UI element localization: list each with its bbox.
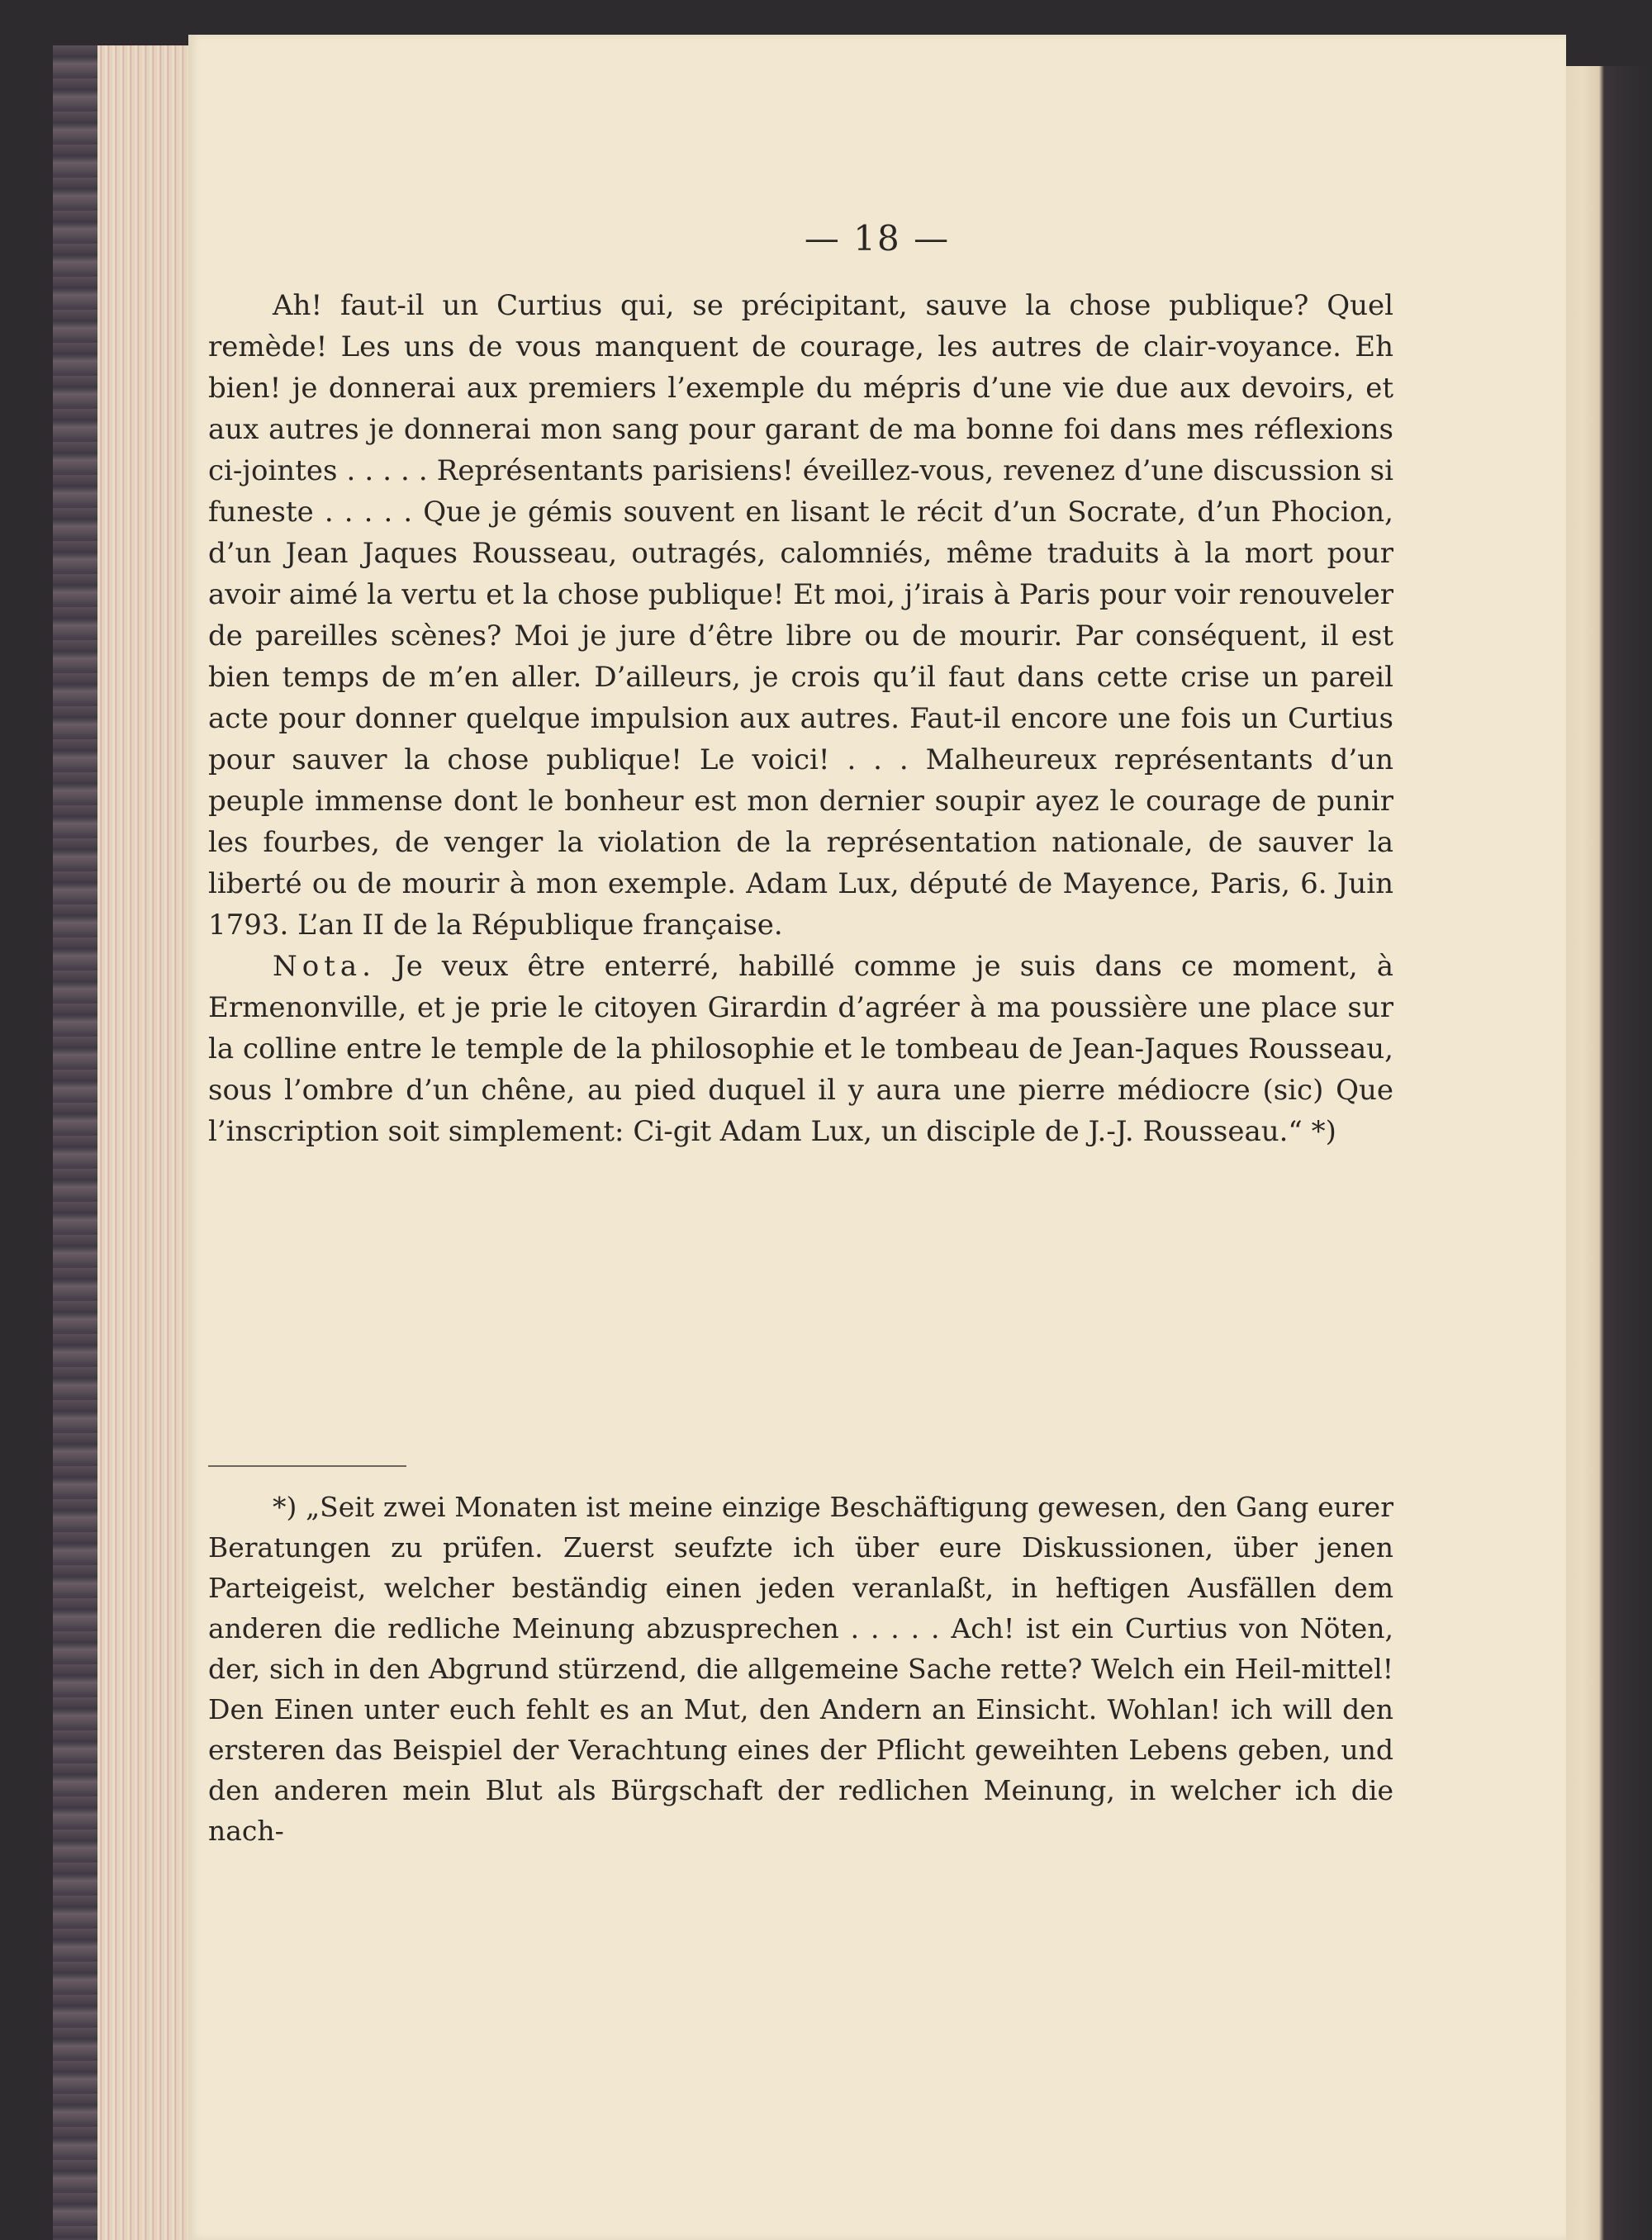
nota-text: Je veux être enterré, habillé comme je suis dans ce moment, à Ermenonville, et je prie le citoyen Girardin d’agréer à ma poussière une place sur la colline entre le temple de la philosophie et le tombeau de Jean-Jaques Rousseau, sous l’ombre d’un chêne, au pied duquel il y aura une pierre médiocre (sic) Que l’inscription soit simplement: Ci-git Adam Lux, un disciple de J.-J. Rousseau.“ *) [208, 950, 1393, 1148]
paragraph-letter: Ah! faut-il un Curtius qui, se précipitant, sauve la chose publique? Quel remède! Les uns de vous manquent de courage, les autres de clair-voyance. Eh bien! je donnerai aux premiers l’exemple du mépris d’une vie due aux devoirs, et aux autres je donnerai mon sang pour garant de ma bonne foi dans mes réflexions ci-jointes . . . . . Représentants parisiens! éveillez-vous, revenez d’une discussion si funeste . . . . . Que je gémis souvent en lisant le récit d’un Socrate, d’un Phocion, d’un Jean Jaques Rousseau, outragés, calomniés, même traduits à la mort pour avoir aimé la vertu et la chose publique! Et moi, j’irais à Paris pour voir renouveler de pareilles scènes? Moi je jure d’être libre ou de mourir. Par conséquent, il est bien temps de m’en aller. D’ailleurs, je crois qu’il faut dans cette crise un pareil acte pour donner quelque impulsion aux autres. Faut-il encore une fois un Curtius pour sauver la chose publique! Le voici! . . . Malheureux représentants d’un peuple immense dont le bonheur est mon dernier soupir ayez le courage de punir les fourbes, de venger la violation de la représentation nationale, de sauver la liberté ou de mourir à mon exemple. Adam Lux, député de Mayence, Paris, 6. Juin 1793. L’an II de la République française. [208, 289, 1393, 942]
page-number: — 18 — [804, 218, 951, 259]
footnote-divider [208, 1465, 406, 1467]
nota-label: Nota. [273, 950, 376, 983]
footnote: *) „Seit zwei Monaten ist meine einzige Beschäftigung gewesen, den Gang eurer Beratungen zu prüfen. Zuerst seufzte ich über eure Diskussionen, über jenen Parteigeist, welcher beständig einen jeden veranlaßt, in heftigen Ausfällen dem anderen die redliche Meinung abzusprechen . . . . . Ach! ist ein Curtius von Nöten, der, sich in den Abgrund stürzend, die allgemeine Sache rette? Welch ein Heil-mittel! Den Einen unter euch fehlt es an Mut, den Andern an Einsicht. Wohlan! ich will den ersteren das Beispiel der Verachtung eines der Pflicht geweihten Lebens geben, und den anderen mein Blut als Bürgschaft der redlichen Meinung, in welcher ich die nach- [208, 1491, 1393, 1847]
paragraph-nota [208, 946, 1393, 1152]
main-text [208, 285, 1393, 1152]
page-edges [97, 45, 188, 2240]
right-page-edge [1566, 66, 1652, 2240]
